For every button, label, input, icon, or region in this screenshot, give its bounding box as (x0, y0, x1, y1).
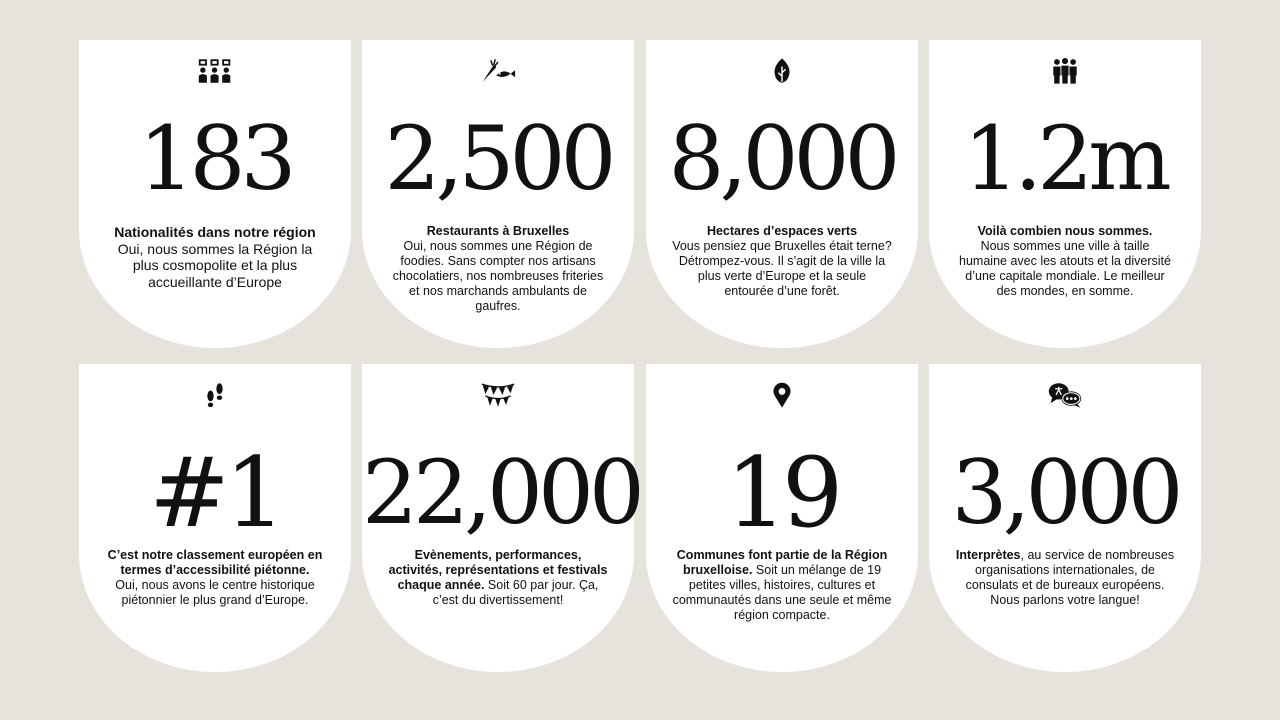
carrot-fish-icon (362, 54, 634, 88)
stat-description (955, 548, 1175, 608)
stat-body: Soit un mélange de 19 petites villes, histoires, cultures et communautés dans une seule et même région compacte. (672, 563, 892, 622)
stat-number: 183 (138, 107, 292, 210)
stat-card-green-spaces (646, 40, 918, 348)
stat-body: Nous sommes une ville à taille humaine avec les atouts et la diversité d’une capitale mondiale. Le meilleur des mondes, en somme. (959, 239, 1171, 298)
stat-body: Oui, nous sommes une Région de foodies. Sans compter nos artisans chocolatiers, nos nombreuses friteries et nos marchands ambulants de gaufres. (392, 239, 604, 313)
stat-description (672, 548, 892, 623)
bunting-icon (362, 378, 634, 412)
stat-card-walkability (79, 364, 351, 672)
stat-body: Oui, nous sommes la Région la plus cosmopolite et la plus accueillante d’Europe (117, 240, 313, 290)
stat-body: , au service de nombreuses organisations internationales, de consulats et de bureaux européens. (965, 548, 1175, 592)
stat-title: Nationalités dans notre région (114, 224, 316, 240)
stat-body: Vous pensiez que Bruxelles était terne? Détrompez-vous. Il s’agit de la ville la plus verte d’Europe et la seule entourée d’une forêt. (672, 239, 892, 298)
stat-card-interpreters (929, 364, 1201, 672)
stat-title: Communes font partie de la Région bruxelloise. (676, 548, 888, 577)
stat-description (105, 224, 325, 290)
stat-title: C’est notre classement européen en termes d’accessibilité piétonne. (107, 548, 323, 577)
footprints-icon (79, 378, 351, 412)
group-people-icon (929, 54, 1201, 88)
stat-title: Evènements, performances, activités, représentations et festivals chaque année. (388, 548, 608, 592)
map-pin-icon (646, 378, 918, 412)
leaf-icon (646, 54, 918, 88)
stat-card-restaurants (362, 40, 634, 348)
stat-number: 22,000 (362, 441, 640, 544)
stat-description (105, 548, 325, 608)
stat-title: Restaurants à Bruxelles (426, 224, 570, 238)
people-flags-icon (79, 54, 351, 88)
stat-description (955, 224, 1175, 299)
stat-description (388, 548, 608, 608)
speech-bubbles-icon (929, 378, 1201, 412)
stat-title: Voilà combien nous sommes. (977, 224, 1153, 238)
stat-body-closing: Nous parlons votre langue! (990, 593, 1140, 607)
stat-number: 2,500 (384, 107, 612, 210)
stat-number: 19 (725, 437, 839, 549)
stat-card-population (929, 40, 1201, 348)
stat-number: 8,000 (668, 107, 896, 210)
stat-card-communes (646, 364, 918, 672)
stat-body: Oui, nous avons le centre historique piétonnier le plus grand d’Europe. (115, 578, 315, 607)
stat-body: Soit 60 par jour. Ça, c’est du divertissement! (432, 578, 599, 607)
stat-number: #1 (149, 437, 281, 549)
stat-description (388, 224, 608, 314)
stat-description (672, 224, 892, 299)
stat-card-events (362, 364, 640, 672)
stat-title: Interprètes (955, 548, 1021, 562)
stat-number: 3,000 (951, 441, 1179, 544)
stat-number: 1.2m (963, 107, 1167, 210)
stat-card-nationalities (79, 40, 351, 348)
stat-title: Hectares d’espaces verts (706, 224, 858, 238)
